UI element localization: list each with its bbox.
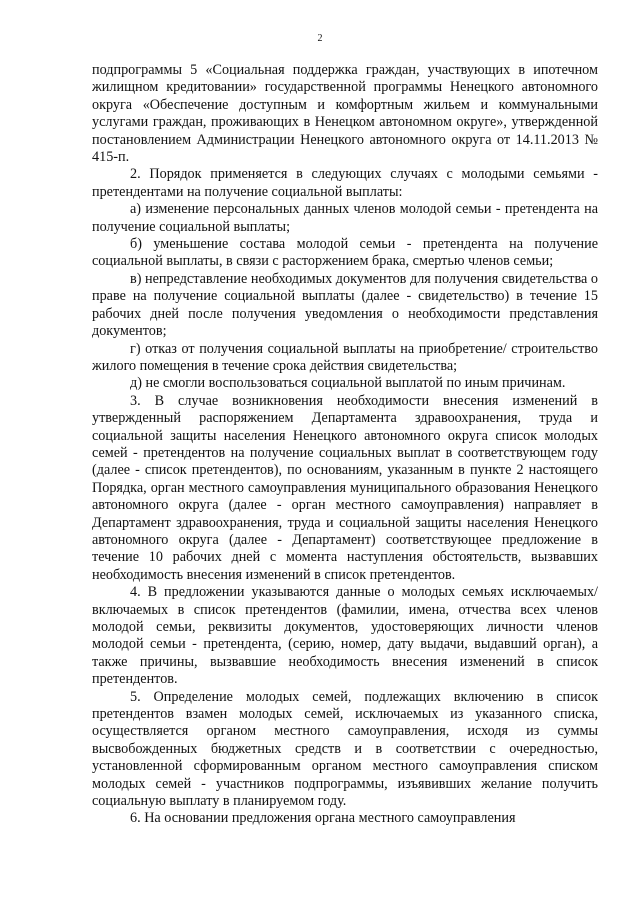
paragraph-6: 6. На основании предложения органа местного самоуправления <box>130 810 516 827</box>
paragraph-2b: б) уменьшение состава молодой семьи - претендента на получение социальной выплаты, в связи с расторжением брака, смертью членов семьи; <box>92 236 598 270</box>
paragraph-2a: а) изменение персональных данных членов молодой семьи - претендента на получение социальной выплаты; <box>92 201 598 235</box>
page-number: 2 <box>317 33 323 44</box>
paragraph-intro: подпрограммы 5 «Социальная поддержка граждан, участвующих в ипотечном жилищном кредитовании» государственной программы Ненецкого автономного округа «Обеспечение доступным и комфортным жильем и коммунальными услугами граждан, проживающих в Ненецком автономном округе», утвержденной постановлением Администрации Ненецкого автономного округа от 14.11.2013 № 415-п. <box>92 62 598 166</box>
paragraph-2: 2. Порядок применяется в следующих случаях с молодыми семьями - претендентами на получение социальной выплаты: <box>92 166 598 200</box>
paragraph-2v: в) непредставление необходимых документов для получения свидетельства о праве на получение социальной выплаты (далее - свидетельство) в течение 15 рабочих дней после получения уведомления о необходимости представления документов; <box>92 270 598 340</box>
paragraph-5: 5. Определение молодых семей, подлежащих включению в список претендентов взамен молодых семей, исключаемых из указанного списка, осуществляется органом местного самоуправления, исходя из суммы высвобожденных бюджетных средств и в соответствии с очередностью, установленной сформированным органом местного самоуправления списком молодых семей - участников подпрограммы, изъявивших желание получить социальную выплату в планируемом году. <box>92 688 598 810</box>
paragraph-2g: г) отказ от получения социальной выплаты на приобретение/ строительство жилого помещения в течение срока действия свидетельства; <box>92 340 598 374</box>
paragraph-4: 4. В предложении указываются данные о молодых семьях исключаемых/включаемых в список претендентов (фамилии, имена, отчества всех членов молодой семьи, реквизиты документов, удостоверяющих личности членов молодой семьи - претендента, (серию, номер, дату выдачи, выдавший орган), а также причины, вызвавшие необходимость внесения изменений в список претендентов. <box>92 584 598 688</box>
paragraph-3: 3. В случае возникновения необходимости внесения изменений в утвержденный распоряжением Департамента здравоохранения, труда и социальной защиты населения Ненецкого автономного округа список молодых семей - претендентов на получение социальных выплат в соответствующем году (далее - список претендентов), по основаниям, указанным в пункте 2 настоящего Порядка, орган местного самоуправления муниципального образования Ненецкого автономного округа (далее - орган местного самоуправления) направляет в Департамент здравоохранения, труда и социальной защиты населения Ненецкого автономного округа (далее - Департамент) соответствующее предложение в течение 10 рабочих дней с момента наступления обстоятельств, вызвавших необходимость внесения изменений в список претендентов. <box>92 392 598 583</box>
document-body <box>92 62 598 828</box>
paragraph-2d: д) не смогли воспользоваться социальной выплатой по иным причинам. <box>130 375 566 392</box>
